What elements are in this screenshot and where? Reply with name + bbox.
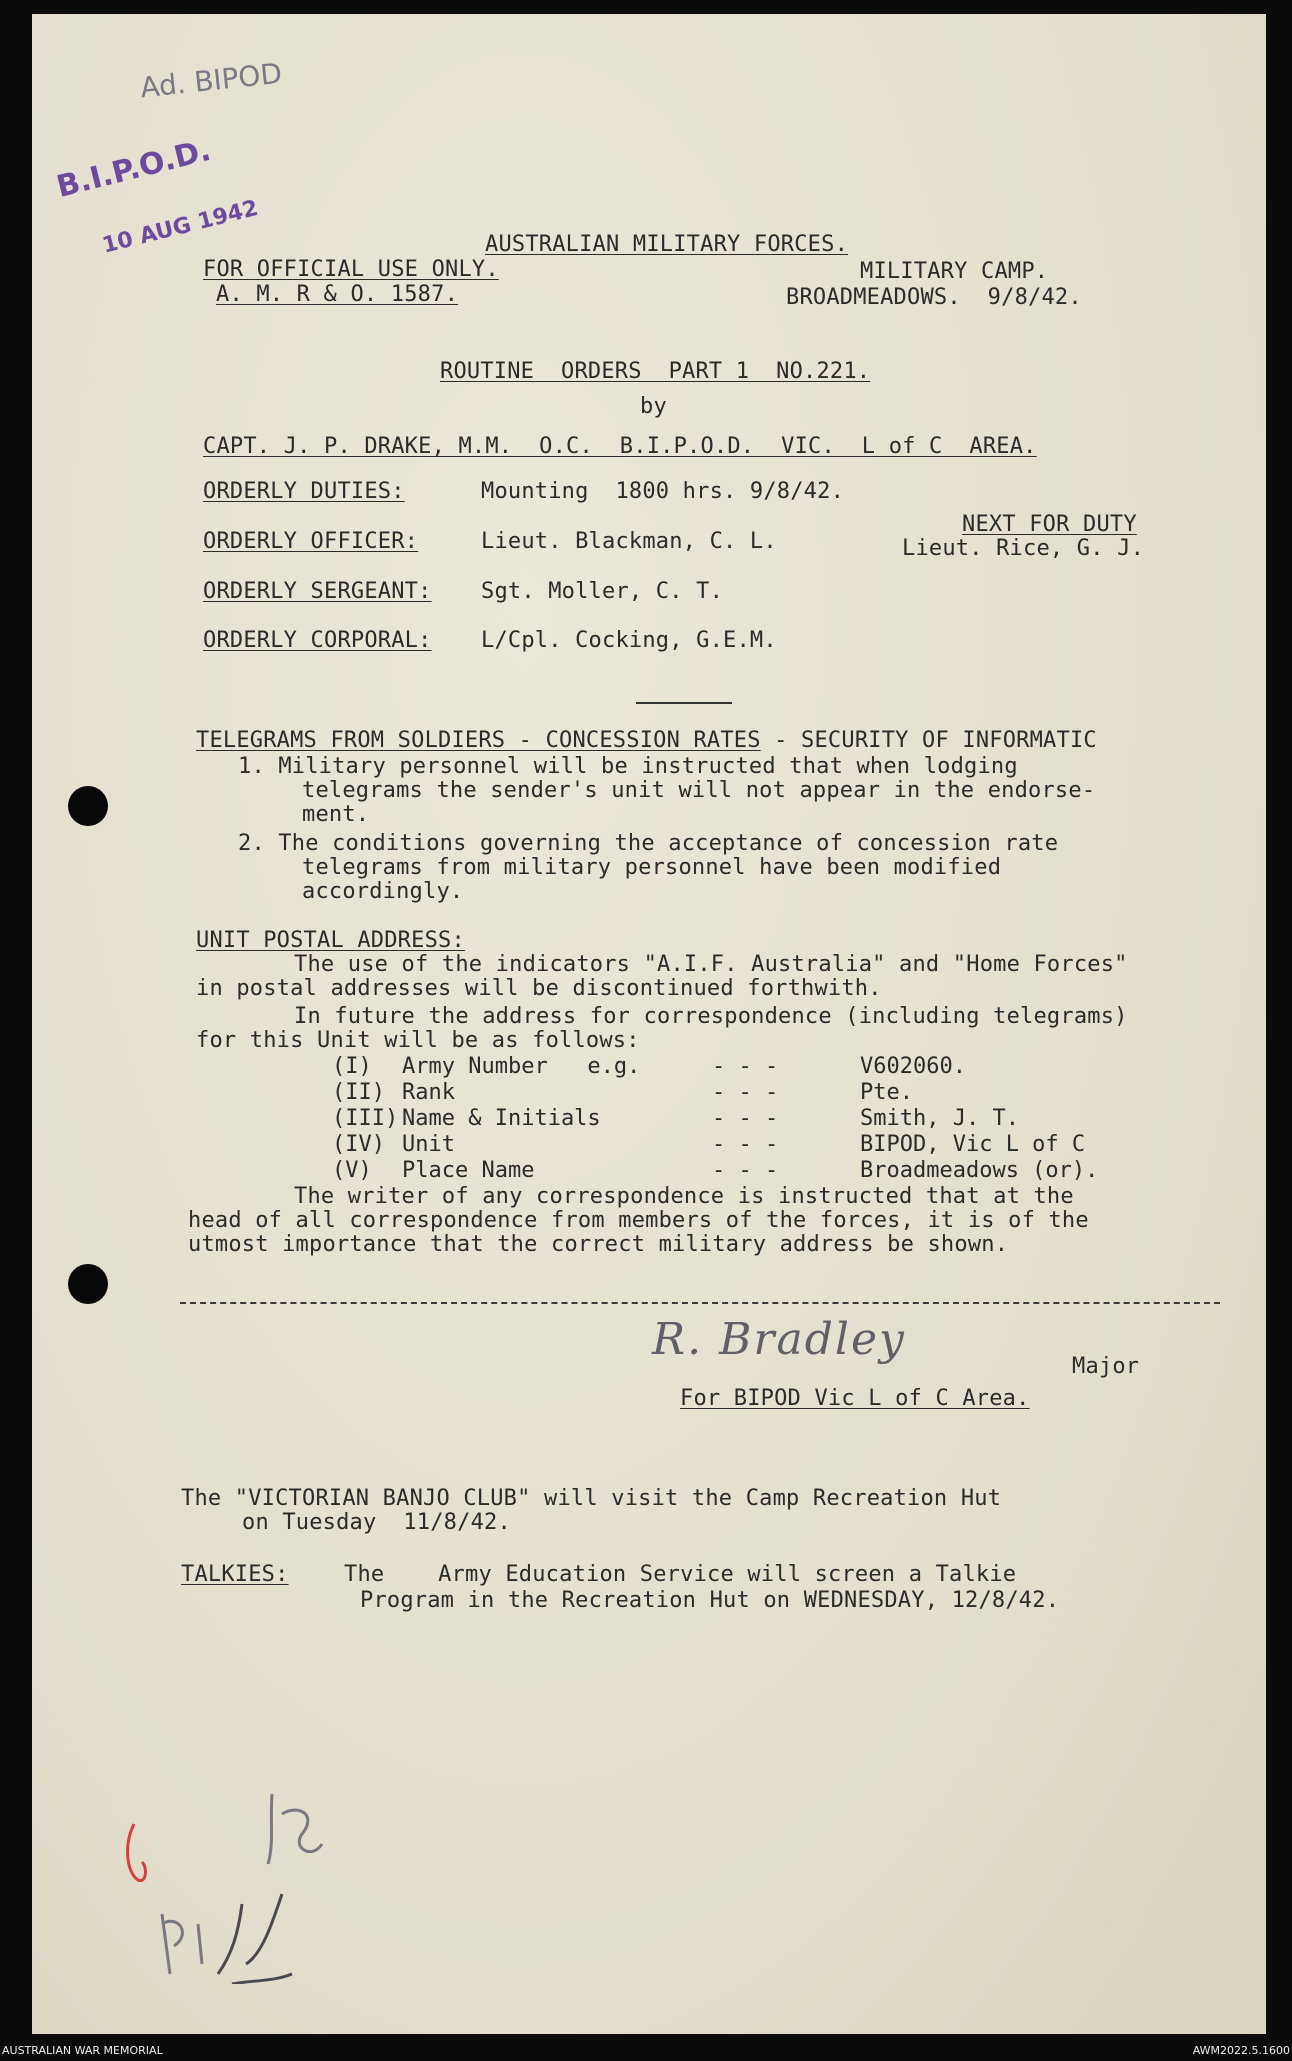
postal-para3-line2: head of all correspondence from members of the forces, it is of the	[188, 1208, 1089, 1233]
stamp-date: 10 AUG 1942	[99, 195, 261, 259]
address-row	[332, 1106, 1192, 1132]
section-divider	[636, 702, 732, 704]
address-row-label: Place Name	[402, 1158, 535, 1183]
orderly-corporal-label: ORDERLY CORPORAL:	[203, 628, 432, 653]
talkies-line2: Program in the Recreation Hut on WEDNESDAY, 12/8/42.	[360, 1588, 1060, 1613]
footer-accession: AWM2022.5.1600	[1192, 2044, 1290, 2057]
talkies-label: TALKIES:	[181, 1562, 289, 1587]
address-row-label: Name & Initials	[402, 1106, 601, 1131]
orderly-duties-label: ORDERLY DUTIES:	[203, 479, 405, 504]
punch-hole-bottom	[68, 1264, 108, 1304]
telegrams-item2-line3: accordingly.	[302, 879, 464, 904]
orderly-sergeant-label: ORDERLY SERGEANT:	[203, 579, 432, 604]
address-row-value: Broadmeadows (or).	[860, 1158, 1099, 1183]
issuing-authority: CAPT. J. P. DRAKE, M.M. O.C. B.I.P.O.D. VIC. L of C AREA.	[203, 434, 1037, 459]
by-line: by	[640, 394, 667, 419]
signatory-rank: Major	[1072, 1354, 1140, 1379]
address-row-num: (IV)	[332, 1132, 385, 1157]
telegrams-item1-line1: 1. Military personnel will be instructed that when lodging	[238, 754, 1018, 779]
address-row	[332, 1054, 1192, 1080]
address-row-dash: - - -	[712, 1080, 779, 1105]
pencil-annotation-top: Ad. BIPOD	[138, 56, 284, 105]
address-row-value: V602060.	[860, 1054, 966, 1079]
orderly-sergeant-value: Sgt. Moller, C. T.	[481, 579, 724, 604]
banjo-club-line1: The "VICTORIAN BANJO CLUB" will visit the Camp Recreation Hut	[181, 1486, 1002, 1511]
telegrams-item1-line3: ment.	[302, 802, 370, 827]
orderly-officer-label: ORDERLY OFFICER:	[203, 529, 419, 554]
address-row-dash: - - -	[712, 1132, 779, 1157]
signature-divider	[180, 1302, 1220, 1304]
telegrams-item2-line1: 2. The conditions governing the acceptance of concession rate	[238, 831, 1059, 856]
telegrams-heading-tail: - SECURITY OF INFORMATIC	[760, 728, 1097, 753]
pencil-mark	[218, 1894, 292, 1984]
postal-heading: UNIT POSTAL ADDRESS:	[196, 928, 465, 953]
postal-para3-line1: The writer of any correspondence is instructed that at the	[294, 1184, 1074, 1209]
postal-para1-line2: in postal addresses will be discontinued forthwith.	[196, 976, 882, 1001]
signatory-unit: For BIPOD Vic L of C Area.	[680, 1386, 1030, 1411]
pencil-mark	[268, 1794, 322, 1864]
camp-name: MILITARY CAMP.	[860, 259, 1049, 284]
next-for-duty-label: NEXT FOR DUTY	[962, 512, 1137, 537]
address-row-dash: - - -	[712, 1054, 779, 1079]
footer-credit: AUSTRALIAN WAR MEMORIAL	[2, 2044, 163, 2057]
orderly-duties-value: Mounting 1800 hrs. 9/8/42.	[481, 479, 845, 504]
address-row-value: Smith, J. T.	[860, 1106, 1019, 1131]
address-row-value: BIPOD, Vic L of C	[860, 1132, 1086, 1157]
address-row-label: Rank	[402, 1080, 455, 1105]
postal-para2-line2: for this Unit will be as follows:	[196, 1028, 640, 1053]
address-row-num: (V)	[332, 1158, 372, 1183]
next-officer-value: Lieut. Rice, G. J.	[902, 536, 1145, 561]
postal-para2-line1: In future the address for correspondence (including telegrams)	[294, 1004, 1128, 1029]
postal-para1-line1: The use of the indicators "A.I.F. Australia" and "Home Forces"	[294, 952, 1128, 977]
telegrams-heading-line	[196, 728, 1097, 753]
orderly-officer-value: Lieut. Blackman, C. L.	[481, 529, 777, 554]
orders-title: ROUTINE ORDERS PART 1 NO.221.	[440, 359, 871, 384]
telegrams-item1-line2: telegrams the sender's unit will not appear in the endorse-	[302, 778, 1096, 803]
address-row-num: (III)	[332, 1106, 399, 1131]
address-row-num: (I)	[332, 1054, 372, 1079]
address-row-dash: - - -	[712, 1158, 779, 1183]
address-row-label: Army Number e.g.	[402, 1054, 641, 1079]
pencil-mark-red	[128, 1824, 146, 1881]
banjo-club-line2: on Tuesday 11/8/42.	[242, 1510, 511, 1535]
address-row-label: Unit	[402, 1132, 455, 1157]
reference-number: A. M. R & O. 1587.	[216, 282, 459, 307]
place-date: BROADMEADOWS. 9/8/42.	[786, 285, 1082, 310]
address-row-value: Pte.	[860, 1080, 913, 1105]
telegrams-heading: TELEGRAMS FROM SOLDIERS - CONCESSION RATES	[196, 728, 761, 753]
talkies-line1: The Army Education Service will screen a Talkie	[344, 1562, 1017, 1587]
signature: R. Bradley	[652, 1314, 906, 1365]
header-title: AUSTRALIAN MILITARY FORCES.	[485, 232, 849, 257]
address-row	[332, 1158, 1192, 1184]
address-row	[332, 1132, 1192, 1158]
official-use-label: FOR OFFICIAL USE ONLY.	[203, 257, 499, 282]
stamp-unit: B.I.P.O.D.	[53, 132, 215, 205]
punch-hole-top	[68, 786, 108, 826]
address-row	[332, 1080, 1192, 1106]
pencil-initials	[122, 1784, 362, 1984]
address-row-num: (II)	[332, 1080, 385, 1105]
address-row-dash: - - -	[712, 1106, 779, 1131]
orderly-corporal-value: L/Cpl. Cocking, G.E.M.	[481, 628, 777, 653]
document-page	[32, 14, 1266, 2034]
telegrams-item2-line2: telegrams from military personnel have been modified	[302, 855, 1002, 880]
pencil-mark	[162, 1914, 202, 1974]
postal-para3-line3: utmost importance that the correct military address be shown.	[188, 1232, 1009, 1257]
